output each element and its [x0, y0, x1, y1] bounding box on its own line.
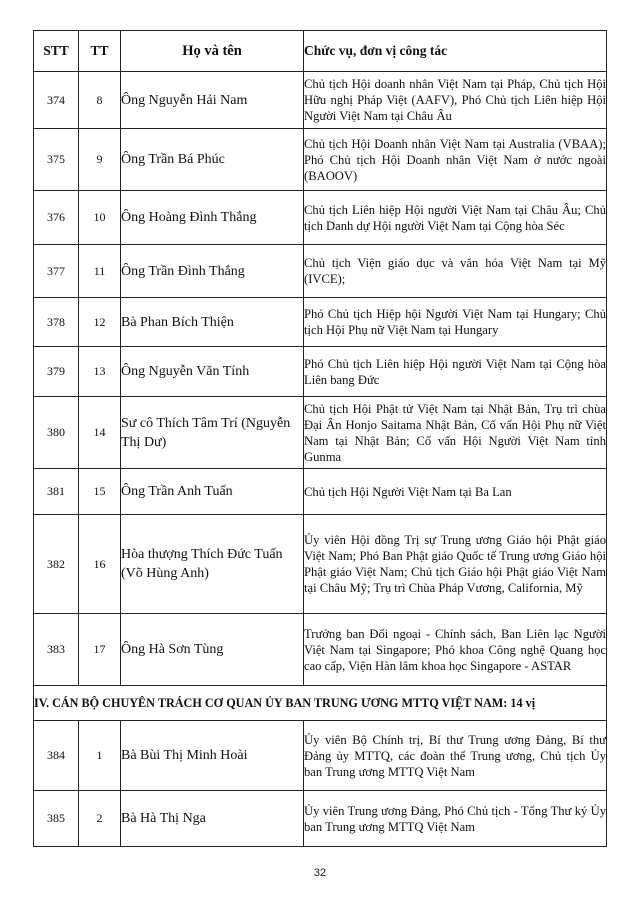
table-row — [34, 397, 607, 469]
row-stt: 380 — [34, 397, 79, 469]
row-role: Chủ tịch Hội doanh nhân Việt Nam tại Pháp, Chủ tịch Hội Hữu nghị Pháp Việt (AAFV), Phó Chủ tịch Liên hiệp Hội Người Việt Nam tại Châu Âu — [304, 72, 607, 129]
row-role: Phó Chủ tịch Liên hiệp Hội người Việt Nam tại Cộng hòa Liên bang Đức — [304, 347, 607, 397]
row-role: Chủ tịch Hội Phật tử Việt Nam tại Nhật Bản, Trụ trì chùa Đại Ân Honjo Saitama Nhật Bản, Cố vấn Hội Phụ nữ Việt Nam tại Nhật Bản; Cố vấn Hội Người Việt Nam tỉnh Gunma — [304, 397, 607, 469]
row-stt: 378 — [34, 298, 79, 347]
table-row — [34, 721, 607, 791]
row-stt: 384 — [34, 721, 79, 791]
row-tt: 14 — [79, 397, 121, 469]
row-name: Bà Bùi Thị Minh Hoài — [121, 721, 304, 791]
table-row — [34, 298, 607, 347]
personnel-table — [33, 30, 607, 847]
row-role: Ủy viên Trung ương Đảng, Phó Chủ tịch - Tổng Thư ký Ủy ban Trung ương MTTQ Việt Nam — [304, 791, 607, 847]
row-tt: 2 — [79, 791, 121, 847]
table-row — [34, 72, 607, 129]
row-stt: 376 — [34, 191, 79, 245]
row-role: Chủ tịch Liên hiệp Hội người Việt Nam tại Châu Âu; Chủ tịch Danh dự Hội người Việt Nam tại Cộng hòa Séc — [304, 191, 607, 245]
header-name: Họ và tên — [121, 31, 304, 72]
page-number: 32 — [313, 867, 327, 879]
row-stt: 377 — [34, 245, 79, 298]
row-name: Ông Nguyễn Văn Tính — [121, 347, 304, 397]
row-tt: 15 — [79, 469, 121, 515]
table-row — [34, 469, 607, 515]
row-role: Chủ tịch Hội Người Việt Nam tại Ba Lan — [304, 469, 607, 515]
row-tt: 12 — [79, 298, 121, 347]
row-stt: 374 — [34, 72, 79, 129]
header-stt: STT — [34, 31, 79, 72]
table-row — [34, 191, 607, 245]
table-row — [34, 129, 607, 191]
row-name: Ông Trần Bá Phúc — [121, 129, 304, 191]
row-role: Chủ tịch Viện giáo dục và văn hóa Việt Nam tại Mỹ (IVCE); — [304, 245, 607, 298]
row-tt: 16 — [79, 515, 121, 614]
header-role: Chức vụ, đơn vị công tác — [304, 31, 607, 72]
row-name: Ông Trần Anh Tuấn — [121, 469, 304, 515]
row-stt: 382 — [34, 515, 79, 614]
row-role: Trưởng ban Đối ngoại - Chính sách, Ban Liên lạc Người Việt Nam tại Singapore; Phó khoa Công nghệ Quang học cao cấp, Viện Hàn lâm khoa học Singapore - ASTAR — [304, 614, 607, 686]
row-tt: 10 — [79, 191, 121, 245]
row-tt: 11 — [79, 245, 121, 298]
row-tt: 9 — [79, 129, 121, 191]
row-stt: 381 — [34, 469, 79, 515]
row-stt: 385 — [34, 791, 79, 847]
header-tt: TT — [79, 31, 121, 72]
row-name: Ông Hà Sơn Tùng — [121, 614, 304, 686]
section-row — [34, 686, 607, 721]
row-name: Ông Hoàng Đình Thắng — [121, 191, 304, 245]
row-name: Ông Nguyễn Hải Nam — [121, 72, 304, 129]
row-role: Chủ tịch Hội Doanh nhân Việt Nam tại Australia (VBAA); Phó Chủ tịch Hội Doanh nhân Việt Nam ở nước ngoài (BAOOV) — [304, 129, 607, 191]
table-row — [34, 614, 607, 686]
table-row — [34, 791, 607, 847]
row-role: Ủy viên Hội đồng Trị sự Trung ương Giáo hội Phật giáo Việt Nam; Phó Ban Phật giáo Quốc tế Trung ương Giáo hội Phật giáo Việt Nam; Chủ tịch Giáo hội Phật giáo Việt Nam tại Châu Mỹ; Trụ trì Chùa Pháp Vương, California, Mỹ — [304, 515, 607, 614]
row-name: Sư cô Thích Tâm Trí (Nguyễn Thị Dư) — [121, 397, 304, 469]
row-stt: 383 — [34, 614, 79, 686]
row-stt: 379 — [34, 347, 79, 397]
row-tt: 1 — [79, 721, 121, 791]
row-stt: 375 — [34, 129, 79, 191]
section-heading: IV. CÁN BỘ CHUYÊN TRÁCH CƠ QUAN ỦY BAN TRUNG ƯƠNG MTTQ VIỆT NAM: 14 vị — [34, 686, 607, 721]
table-header-row — [34, 31, 607, 72]
table-row — [34, 347, 607, 397]
row-tt: 8 — [79, 72, 121, 129]
row-name: Hòa thượng Thích Đức Tuấn (Võ Hùng Anh) — [121, 515, 304, 614]
row-name: Bà Phan Bích Thiện — [121, 298, 304, 347]
row-tt: 17 — [79, 614, 121, 686]
row-tt: 13 — [79, 347, 121, 397]
table-row — [34, 245, 607, 298]
table-row — [34, 515, 607, 614]
row-role: Ủy viên Bộ Chính trị, Bí thư Trung ương Đảng, Bí thư Đảng ủy MTTQ, các đoàn thể Trung ương, Chủ tịch Ủy ban Trung ương MTTQ Việt Nam — [304, 721, 607, 791]
row-name: Bà Hà Thị Nga — [121, 791, 304, 847]
row-role: Phó Chủ tịch Hiệp hội Người Việt Nam tại Hungary; Chủ tịch Hội Phụ nữ Việt Nam tại Hungary — [304, 298, 607, 347]
row-name: Ông Trần Đình Thắng — [121, 245, 304, 298]
